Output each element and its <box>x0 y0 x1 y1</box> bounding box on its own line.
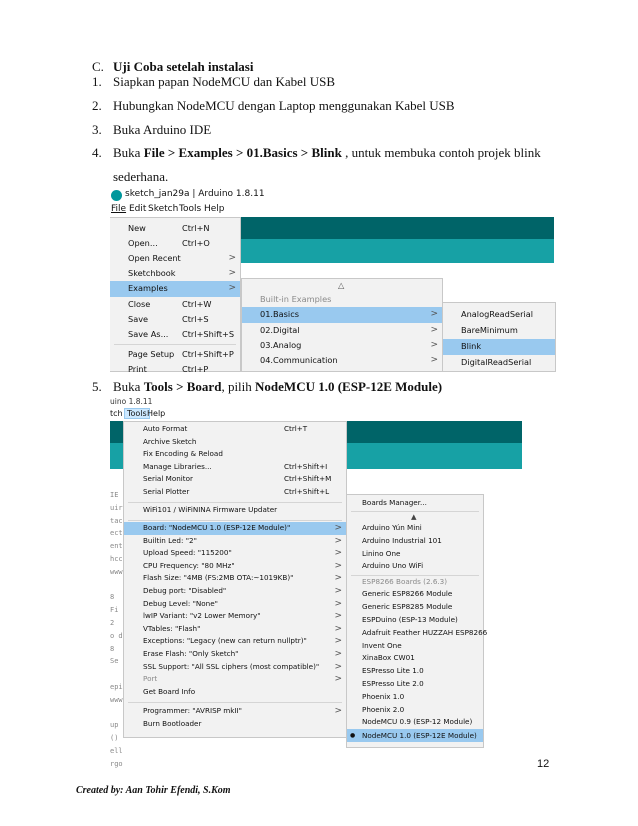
arduino-logo-icon <box>111 190 122 201</box>
window-title-fragment: uino 1.8.11 <box>110 397 153 406</box>
menu-item-auto-format[interactable]: Auto Format Ctrl+T <box>143 424 308 433</box>
menu-item-fix-encoding[interactable]: Fix Encoding & Reload <box>143 449 223 459</box>
menu-item-ssl-support[interactable]: SSL Support: "All SSL ciphers (most compatible)" > <box>143 661 342 672</box>
menu-item-erase-flash[interactable]: Erase Flash: "Only Sketch" > <box>143 649 342 659</box>
menu-item-sketchbook[interactable]: Sketchbook > <box>128 268 236 278</box>
menu-item-print[interactable]: Print Ctrl+P <box>128 364 209 374</box>
menu-item-burn-bootloader[interactable]: Burn Bootloader <box>143 718 202 728</box>
menu-item-get-board-info[interactable]: Get Board Info <box>143 686 196 696</box>
step-text: Buka File > Examples > 01.Basics > Blink , untuk membuka contoh projek blink <box>113 145 541 160</box>
step-number: 1. <box>92 74 102 89</box>
menu-item-bareminimum[interactable]: BareMinimum <box>461 325 518 335</box>
menu-item-debug-port[interactable]: Debug port: "Disabled" > <box>143 586 342 596</box>
menu-item-board[interactable]: Linino One <box>362 548 401 558</box>
menu-item-board[interactable]: NodeMCU 0.9 (ESP-12 Module) <box>362 717 473 727</box>
section-letter: C. <box>92 59 104 74</box>
step-text: Hubungkan NodeMCU dengan Laptop menggunakan Kabel USB <box>113 98 455 113</box>
menu-item-flash-size[interactable]: Flash Size: "4MB (FS:2MB OTA:~1019KB)" > <box>143 573 342 584</box>
code-fragment: () <box>110 734 119 743</box>
basics-menu <box>442 302 556 372</box>
scroll-up-icon[interactable]: ▲ <box>411 512 417 521</box>
screenshot-tools-menu <box>110 397 522 768</box>
code-fragment: 8 <box>110 593 115 602</box>
title-bar <box>110 188 554 203</box>
file-menu <box>110 217 241 372</box>
menu-tools[interactable]: Tools <box>179 204 202 214</box>
menu-help[interactable]: Help <box>204 204 225 214</box>
menu-item-02-digital[interactable]: 02.Digital > <box>260 325 438 335</box>
menu-help[interactable]: Help <box>147 409 166 418</box>
menu-edit[interactable]: Edit <box>129 204 147 214</box>
code-fragment: up <box>110 721 119 730</box>
menu-item-board[interactable]: Generic ESP8266 Module <box>362 589 453 599</box>
menu-item-port[interactable]: Port > <box>143 674 342 685</box>
step-number: 3. <box>92 122 102 137</box>
menu-item-board[interactable]: Generic ESP8285 Module <box>362 602 453 612</box>
menu-item-board[interactable]: Arduino Yún Mini <box>362 523 422 532</box>
code-fragment: epi <box>110 682 123 691</box>
menu-item-board[interactable]: ESPresso Lite 1.0 <box>362 666 424 676</box>
menu-sketch[interactable]: tch <box>110 409 123 418</box>
menu-item-firmware-updater[interactable]: WiFi101 / WiFiNINA Firmware Updater <box>143 505 278 514</box>
code-fragment: tac <box>110 516 123 525</box>
menu-tools[interactable]: Tools <box>124 408 150 419</box>
menu-item-board[interactable]: Board: "NodeMCU 1.0 (ESP-12E Module)" > <box>124 522 346 535</box>
screenshot-file-menu <box>110 188 554 374</box>
menu-item-board[interactable]: Invent One <box>362 640 402 650</box>
code-fragment: o d <box>110 631 123 640</box>
menu-separator <box>128 502 342 503</box>
footer-credit: Created by: Aan Tohir Efendi, S.Kom <box>76 785 231 796</box>
menu-item-blink[interactable]: Blink <box>443 339 555 355</box>
menu-item-board[interactable]: XinaBox CW01 <box>362 653 415 663</box>
menu-item-board[interactable]: Arduino Uno WiFi <box>362 561 424 571</box>
menu-item-04-communication[interactable]: 04.Communication > <box>260 355 438 365</box>
step-text: Buka Arduino IDE <box>113 122 212 137</box>
window-title: sketch_jan29a | Arduino 1.8.11 <box>125 189 265 199</box>
menu-separator <box>114 344 236 345</box>
menu-item-save-as[interactable]: Save As... Ctrl+Shift+S <box>128 329 235 339</box>
code-fragment: Se <box>110 657 119 666</box>
menu-item-board[interactable]: Arduino Industrial 101 <box>362 535 442 545</box>
menu-item-01-basics[interactable]: 01.Basics > <box>242 307 442 323</box>
examples-menu <box>241 278 443 372</box>
menu-file[interactable]: File <box>111 204 127 214</box>
code-fragments <box>110 489 123 771</box>
menu-item-examples[interactable]: Examples > <box>110 281 240 297</box>
board-menu <box>346 494 488 748</box>
code-fragment: ent <box>110 542 123 551</box>
code-fragment: uir <box>110 503 123 512</box>
menu-item-save[interactable]: Save Ctrl+S <box>128 314 209 324</box>
code-fragment: IE <box>110 491 119 499</box>
menu-separator <box>128 520 342 521</box>
code-fragment: 2 <box>110 618 115 627</box>
code-fragment: rgo <box>110 759 123 768</box>
menu-item-exceptions[interactable]: Exceptions: "Legacy (new can return nullptr)" > <box>143 636 342 647</box>
menu-item-board[interactable]: Adafruit Feather HUZZAH ESP8266 <box>362 627 488 637</box>
menu-item-board[interactable]: ESPDuino (ESP-13 Module) <box>362 614 458 624</box>
esp8266-boards-header: ESP8266 Boards (2.6.3) <box>362 576 448 586</box>
menu-separator <box>128 702 342 703</box>
menu-item-analogreadserial[interactable]: AnalogReadSerial <box>461 309 534 319</box>
code-fragment: hcc <box>110 554 123 563</box>
menu-item-serial-plotter[interactable]: Serial Plotter Ctrl+Shift+L <box>143 487 330 496</box>
section-title: Uji Coba setelah instalasi <box>113 59 254 74</box>
menubar <box>110 204 554 217</box>
menu-item-cpu-frequency[interactable]: CPU Frequency: "80 MHz" > <box>143 560 342 571</box>
menu-item-serial-monitor[interactable]: Serial Monitor Ctrl+Shift+M <box>143 474 332 484</box>
code-fragment: www <box>110 695 123 704</box>
step-text-continued: sederhana. <box>113 169 169 184</box>
step-number: 2. <box>92 98 102 113</box>
code-fragment: 8 <box>110 644 115 653</box>
menu-item-vtables[interactable]: VTables: "Flash" > <box>143 623 342 634</box>
code-fragment: ect <box>110 529 123 538</box>
menu-sketch[interactable]: Sketch <box>148 204 179 214</box>
menu-item-programmer[interactable]: Programmer: "AVRISP mkII" > <box>143 706 342 716</box>
step-text: Buka Tools > Board, pilih NodeMCU 1.0 (ESP-12E Module) <box>113 379 443 394</box>
tools-menu <box>123 421 347 738</box>
menu-item-03-analog[interactable]: 03.Analog > <box>260 340 438 350</box>
page-number: 12 <box>537 758 550 770</box>
selected-bullet-icon: ● <box>350 732 356 740</box>
menu-item-nodemcu-1-0[interactable]: ● NodeMCU 1.0 (ESP-12E Module) <box>347 729 483 742</box>
scroll-up-icon[interactable]: △ <box>338 280 345 290</box>
menu-item-debug-level[interactable]: Debug Level: "None" > <box>143 598 342 609</box>
menu-item-builtin-led[interactable]: Builtin Led: "2" > <box>143 535 342 546</box>
menu-item-open[interactable]: Open... Ctrl+O <box>128 238 210 248</box>
step-number: 5. <box>92 379 102 394</box>
menu-item-board[interactable]: ESPresso Lite 2.0 <box>362 678 424 688</box>
menu-item-boards-manager[interactable]: Boards Manager... <box>362 498 427 507</box>
menu-item-manage-libraries[interactable]: Manage Libraries... Ctrl+Shift+I <box>143 461 328 471</box>
code-fragment: ell <box>110 746 123 755</box>
menu-item-board[interactable]: Phoenix 2.0 <box>362 704 405 714</box>
menu-item-upload-speed[interactable]: Upload Speed: "115200" > <box>143 548 342 559</box>
menu-item-open-recent[interactable]: Open Recent > <box>128 253 236 263</box>
step-text: Siapkan papan NodeMCU dan Kabel USB <box>113 74 336 89</box>
code-fragment: Fi <box>110 606 119 615</box>
menu-item-new[interactable]: New Ctrl+N <box>128 223 210 233</box>
code-fragment: www <box>110 567 123 576</box>
step-number: 4. <box>92 145 102 160</box>
menu-item-archive-sketch[interactable]: Archive Sketch <box>143 436 197 446</box>
menu-item-close[interactable]: Close Ctrl+W <box>128 299 212 309</box>
menu-item-lwip-variant[interactable]: lwIP Variant: "v2 Lower Memory" > <box>143 611 342 622</box>
menu-item-digitalreadserial[interactable]: DigitalReadSerial <box>461 357 532 367</box>
menu-item-page-setup[interactable]: Page Setup Ctrl+Shift+P <box>128 349 234 359</box>
menu-item-board[interactable]: Phoenix 1.0 <box>362 691 405 701</box>
examples-header: Built-in Examples <box>260 294 332 304</box>
menubar <box>110 409 522 420</box>
